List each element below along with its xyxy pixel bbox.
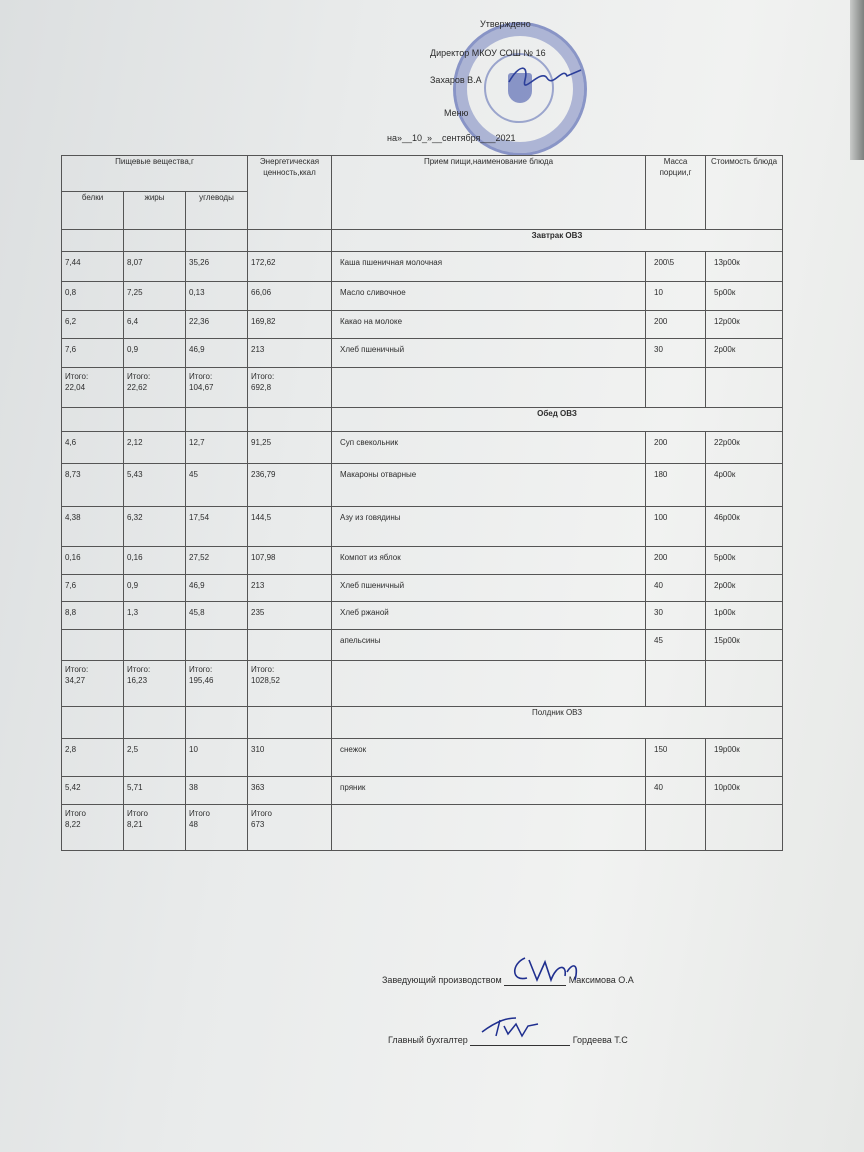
cell-c: 45,8: [186, 602, 248, 630]
accountant-label: Главный бухгалтер: [388, 1035, 468, 1045]
total-label: Итого:: [127, 372, 151, 381]
portion-header: Масса порции,г: [646, 156, 706, 230]
menu-date: на»__10_»__сентября___2021: [387, 133, 516, 143]
empty-cell: [124, 408, 186, 432]
cell-e: 172,62: [248, 252, 332, 282]
section-title: Полдник ОВЗ: [332, 707, 783, 739]
total-label: Итого:: [251, 372, 275, 381]
director-title: Директор МКОУ СОШ № 16: [430, 48, 546, 58]
cell-b: 4,6: [62, 432, 124, 464]
cell-f: 5,43: [124, 464, 186, 507]
cell-e: 213: [248, 339, 332, 368]
production-signature: [505, 950, 585, 986]
cell-e: 91,25: [248, 432, 332, 464]
cell-mass: 45: [646, 630, 706, 661]
total-cell-e: [248, 805, 332, 851]
table-row: [62, 339, 783, 368]
cell-name: Хлеб пшеничный: [332, 339, 646, 368]
carbs-header: углеводы: [186, 192, 248, 230]
menu-title: Меню: [444, 108, 469, 118]
cell-e: 66,06: [248, 282, 332, 311]
cell-f: 7,25: [124, 282, 186, 311]
empty-cell: [248, 230, 332, 252]
cell-mass: 200: [646, 311, 706, 339]
cell-name: Компот из яблок: [332, 547, 646, 575]
cell-c: 0,13: [186, 282, 248, 311]
cell-mass: 200: [646, 547, 706, 575]
table-row: [62, 575, 783, 602]
cell-e: 144,5: [248, 507, 332, 547]
empty-cell: [186, 408, 248, 432]
cell-f: 0,9: [124, 339, 186, 368]
cell-c: 38: [186, 777, 248, 805]
cell-mass: 200: [646, 432, 706, 464]
cell-f: 2,12: [124, 432, 186, 464]
section-title-row: [62, 408, 783, 432]
cell-name: Масло сливочное: [332, 282, 646, 311]
cell-b: 7,6: [62, 339, 124, 368]
cell-cost: 19р00к: [706, 739, 783, 777]
total-value: 8,22: [65, 820, 81, 829]
section-title-row: [62, 230, 783, 252]
empty-cell: [248, 707, 332, 739]
cell-cost: 46р00к: [706, 507, 783, 547]
cell-e: 310: [248, 739, 332, 777]
cell-name: пряник: [332, 777, 646, 805]
cell-mass: 180: [646, 464, 706, 507]
table-row: [62, 777, 783, 805]
cell-c: 10: [186, 739, 248, 777]
director-name: Захаров В.А: [430, 75, 482, 85]
total-value: 692,8: [251, 383, 272, 392]
total-label: Итого:: [251, 665, 275, 674]
total-label: Итого: [127, 809, 148, 818]
table-row: [62, 507, 783, 547]
cell-cost: 13р00к: [706, 252, 783, 282]
cell-b: 7,6: [62, 575, 124, 602]
cell-mass: 150: [646, 739, 706, 777]
cell-b: 8,73: [62, 464, 124, 507]
cell-name: Хлеб пшеничный: [332, 575, 646, 602]
cell-e: 236,79: [248, 464, 332, 507]
empty-cell: [646, 661, 706, 707]
empty-cell: [646, 368, 706, 408]
cell-f: 6,32: [124, 507, 186, 547]
director-signature: [505, 60, 585, 90]
cell-name: Хлеб ржаной: [332, 602, 646, 630]
total-label: Итого:: [65, 665, 89, 674]
empty-cell: [124, 230, 186, 252]
total-cell-c: [186, 805, 248, 851]
total-row: [62, 368, 783, 408]
table-row: [62, 432, 783, 464]
total-label: Итого:: [127, 665, 151, 674]
cell-f: 0,9: [124, 575, 186, 602]
menu-body: [62, 230, 783, 851]
total-value: 1028,52: [251, 676, 280, 685]
cell-c: 22,36: [186, 311, 248, 339]
accountant-name: Гордеева Т.С: [572, 1035, 628, 1045]
table-row: [62, 252, 783, 282]
cell-b: 2,8: [62, 739, 124, 777]
table-row: [62, 464, 783, 507]
menu-table: [61, 155, 783, 851]
cell-mass: 40: [646, 575, 706, 602]
total-value: 34,27: [65, 676, 86, 685]
cell-f: 1,3: [124, 602, 186, 630]
cell-cost: 4р00к: [706, 464, 783, 507]
cell-f: [124, 630, 186, 661]
cell-name: снежок: [332, 739, 646, 777]
total-label: Итого: [251, 809, 272, 818]
cell-mass: 10: [646, 282, 706, 311]
approved-label: Утверждено: [480, 19, 531, 29]
section-title-row: [62, 707, 783, 739]
empty-cell: [706, 368, 783, 408]
cell-b: 4,38: [62, 507, 124, 547]
table-row: [62, 311, 783, 339]
cell-cost: 22р00к: [706, 432, 783, 464]
production-manager-name: Максимова О.А: [568, 975, 634, 985]
empty-cell: [706, 661, 783, 707]
empty-cell: [62, 230, 124, 252]
total-cell-b: [62, 368, 124, 408]
total-value: 8,21: [127, 820, 143, 829]
cell-mass: 30: [646, 339, 706, 368]
empty-cell: [62, 707, 124, 739]
total-row: [62, 661, 783, 707]
total-value: 48: [189, 820, 198, 829]
meal-header: Прием пищи,наименование блюда: [332, 156, 646, 230]
cell-name: Азу из говядины: [332, 507, 646, 547]
cell-cost: 12р00к: [706, 311, 783, 339]
cell-b: 5,42: [62, 777, 124, 805]
empty-cell: [646, 805, 706, 851]
total-cell-f: [124, 661, 186, 707]
cell-cost: 10р00к: [706, 777, 783, 805]
cell-mass: 100: [646, 507, 706, 547]
empty-cell: [248, 408, 332, 432]
total-row: [62, 805, 783, 851]
total-cell-f: [124, 805, 186, 851]
production-manager-label: Заведующий производством: [382, 975, 502, 985]
cell-c: 27,52: [186, 547, 248, 575]
total-label: Итого: [189, 809, 210, 818]
cell-mass: 40: [646, 777, 706, 805]
cell-cost: 15р00к: [706, 630, 783, 661]
cell-c: 35,26: [186, 252, 248, 282]
cell-mass: 30: [646, 602, 706, 630]
total-cell-b: [62, 805, 124, 851]
table-row: [62, 547, 783, 575]
cell-b: 6,2: [62, 311, 124, 339]
cell-e: 363: [248, 777, 332, 805]
cell-cost: 1р00к: [706, 602, 783, 630]
cell-name: Макароны отварные: [332, 464, 646, 507]
total-cell-b: [62, 661, 124, 707]
cell-f: 5,71: [124, 777, 186, 805]
cell-c: 46,9: [186, 575, 248, 602]
cell-e: [248, 630, 332, 661]
table-row: [62, 282, 783, 311]
cell-name: Каша пшеничная молочная: [332, 252, 646, 282]
table-header-row: [62, 156, 783, 192]
cell-b: 7,44: [62, 252, 124, 282]
total-label: Итого:: [189, 372, 213, 381]
empty-cell: [62, 408, 124, 432]
nutrients-header: Пищевые вещества,г: [62, 156, 248, 192]
section-title: Завтрак ОВЗ: [332, 230, 783, 252]
cell-f: 0,16: [124, 547, 186, 575]
cell-b: 0,8: [62, 282, 124, 311]
cell-b: 0,16: [62, 547, 124, 575]
empty-cell: [332, 805, 646, 851]
cell-f: 6,4: [124, 311, 186, 339]
cell-e: 169,82: [248, 311, 332, 339]
total-value: 104,67: [189, 383, 214, 392]
total-cell-e: [248, 368, 332, 408]
cell-cost: 2р00к: [706, 339, 783, 368]
total-value: 22,62: [127, 383, 148, 392]
cell-name: апельсины: [332, 630, 646, 661]
cell-name: Какао на молоке: [332, 311, 646, 339]
total-value: 22,04: [65, 383, 86, 392]
cell-cost: 5р00к: [706, 282, 783, 311]
total-label: Итого: [65, 809, 86, 818]
cell-b: 8,8: [62, 602, 124, 630]
cell-e: 107,98: [248, 547, 332, 575]
empty-cell: [332, 368, 646, 408]
empty-cell: [186, 707, 248, 739]
background-edge: [850, 0, 864, 160]
total-value: 195,46: [189, 676, 214, 685]
cell-c: 46,9: [186, 339, 248, 368]
proteins-header: белки: [62, 192, 124, 230]
cell-e: 235: [248, 602, 332, 630]
accountant-signature: [478, 1012, 558, 1040]
table-row: [62, 739, 783, 777]
section-title: Обед ОВЗ: [332, 408, 783, 432]
cell-cost: 2р00к: [706, 575, 783, 602]
energy-header: Энергетическая ценность,ккал: [248, 156, 332, 230]
cell-b: [62, 630, 124, 661]
total-value: 16,23: [127, 676, 148, 685]
table-row: [62, 630, 783, 661]
empty-cell: [124, 707, 186, 739]
cell-c: 45: [186, 464, 248, 507]
total-cell-f: [124, 368, 186, 408]
total-cell-c: [186, 661, 248, 707]
cell-c: 12,7: [186, 432, 248, 464]
total-label: Итого:: [65, 372, 89, 381]
total-cell-c: [186, 368, 248, 408]
cell-c: 17,54: [186, 507, 248, 547]
cell-name: Суп свекольник: [332, 432, 646, 464]
cost-header: Стоимость блюда: [706, 156, 783, 230]
cell-f: 8,07: [124, 252, 186, 282]
total-label: Итого:: [189, 665, 213, 674]
cell-e: 213: [248, 575, 332, 602]
table-row: [62, 602, 783, 630]
total-value: 673: [251, 820, 265, 829]
empty-cell: [332, 661, 646, 707]
fats-header: жиры: [124, 192, 186, 230]
cell-cost: 5р00к: [706, 547, 783, 575]
empty-cell: [706, 805, 783, 851]
total-cell-e: [248, 661, 332, 707]
cell-c: [186, 630, 248, 661]
cell-mass: 200\5: [646, 252, 706, 282]
cell-f: 2,5: [124, 739, 186, 777]
empty-cell: [186, 230, 248, 252]
